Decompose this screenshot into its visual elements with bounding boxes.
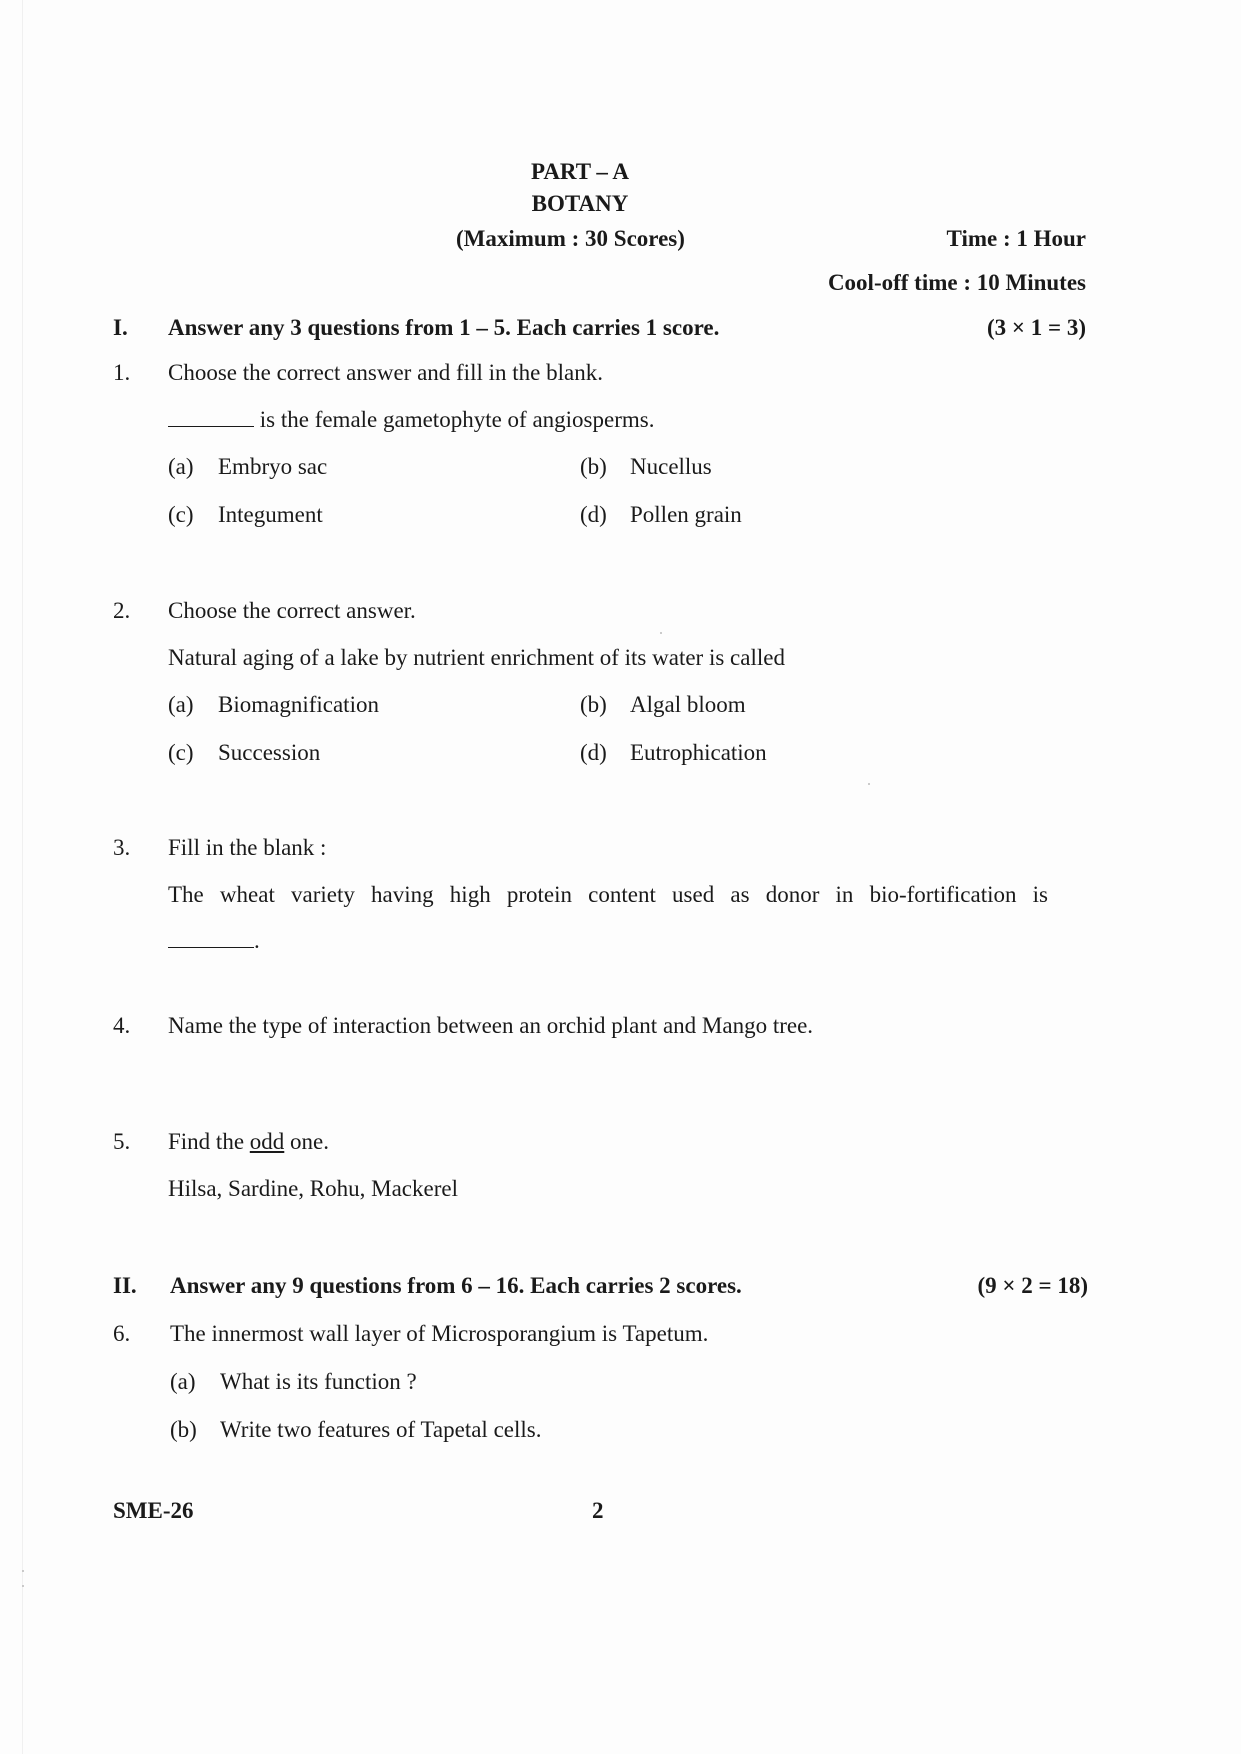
part-text: Write two features of Tapetal cells. xyxy=(220,1417,542,1442)
option-text: Biomagnification xyxy=(218,692,379,717)
part-label: (a) xyxy=(170,1369,196,1394)
q5-text-pre: Find the xyxy=(168,1129,245,1154)
q1-stem xyxy=(168,406,654,434)
section-2-instruction: Answer any 9 questions from 6 – 16. Each carries 2 scores. xyxy=(170,1273,742,1298)
option-text: Succession xyxy=(218,740,321,765)
option-text: Nucellus xyxy=(630,454,712,479)
q1-number: 1. xyxy=(113,360,131,385)
q6-text: The innermost wall layer of Microsporangium is Tapetum. xyxy=(170,1321,709,1346)
option-label: (d) xyxy=(580,740,607,765)
q1-option-b xyxy=(580,453,712,481)
part-label: (b) xyxy=(170,1417,197,1442)
section-2-numeral: II. xyxy=(113,1273,137,1298)
section-2-marks: (9 × 2 = 18) xyxy=(977,1273,1088,1298)
option-text: Eutrophication xyxy=(630,740,767,765)
part-heading: PART – A xyxy=(530,159,630,184)
q5-text xyxy=(168,1128,329,1156)
option-text: Integument xyxy=(218,502,323,527)
q3-end-mark: . xyxy=(254,928,260,953)
option-text: Algal bloom xyxy=(630,692,746,717)
cool-off-time: Cool-off time : 10 Minutes xyxy=(827,270,1086,295)
part-text: What is its function ? xyxy=(220,1369,417,1394)
q2-stem: Natural aging of a lake by nutrient enrichment of its water is called xyxy=(168,645,785,670)
option-label: (a) xyxy=(168,692,194,717)
scan-speck xyxy=(22,1570,24,1572)
q1-stem-text: is the female gametophyte of angiosperms. xyxy=(259,407,655,432)
section-1-marks: (3 × 1 = 3) xyxy=(986,315,1086,340)
q6-part-a xyxy=(170,1368,417,1396)
q5-list: Hilsa, Sardine, Rohu, Mackerel xyxy=(168,1176,458,1201)
section-1-instruction: Answer any 3 questions from 1 – 5. Each carries 1 score. xyxy=(168,315,720,340)
q6-part-b xyxy=(170,1416,541,1444)
option-label: (b) xyxy=(580,454,607,479)
q4-text: Name the type of interaction between an orchid plant and Mango tree. xyxy=(168,1013,814,1038)
q2-number: 2. xyxy=(113,598,131,623)
time-info: Time : 1 Hour xyxy=(946,226,1086,251)
q5-text-post: one. xyxy=(290,1129,329,1154)
q3-answer-line xyxy=(168,927,260,955)
q2-option-c xyxy=(168,739,320,767)
q2-text: Choose the correct answer. xyxy=(168,598,416,623)
option-label: (d) xyxy=(580,502,607,527)
answer-blank xyxy=(168,931,254,948)
answer-blank xyxy=(168,410,254,427)
section-1-numeral: I. xyxy=(113,315,128,340)
q4-number: 4. xyxy=(113,1013,131,1038)
q1-option-a xyxy=(168,453,327,481)
q3-stem: The wheat variety having high protein content used as donor in bio-fortification is xyxy=(168,882,1048,907)
q1-option-c xyxy=(168,501,323,529)
option-label: (b) xyxy=(580,692,607,717)
page-number: 2 xyxy=(592,1498,604,1523)
q1-text: Choose the correct answer and fill in the blank. xyxy=(168,360,603,385)
q5-underlined-word: odd xyxy=(249,1129,285,1154)
q3-text: Fill in the blank : xyxy=(168,835,327,860)
q3-number: 3. xyxy=(113,835,131,860)
subject-heading: BOTANY xyxy=(531,191,629,216)
q1-option-d xyxy=(580,501,742,529)
scan-speck xyxy=(22,1585,24,1587)
q6-number: 6. xyxy=(113,1321,131,1346)
option-text: Pollen grain xyxy=(630,502,742,527)
option-label: (a) xyxy=(168,454,194,479)
q2-option-d xyxy=(580,739,767,767)
scan-speck xyxy=(660,632,662,634)
paper-code: SME-26 xyxy=(113,1498,194,1523)
max-scores: (Maximum : 30 Scores) xyxy=(456,226,685,251)
q2-option-a xyxy=(168,691,379,719)
scan-speck xyxy=(868,783,870,785)
option-text: Embryo sac xyxy=(218,454,328,479)
option-label: (c) xyxy=(168,740,194,765)
q2-option-b xyxy=(580,691,746,719)
q5-number: 5. xyxy=(113,1129,131,1154)
option-label: (c) xyxy=(168,502,194,527)
